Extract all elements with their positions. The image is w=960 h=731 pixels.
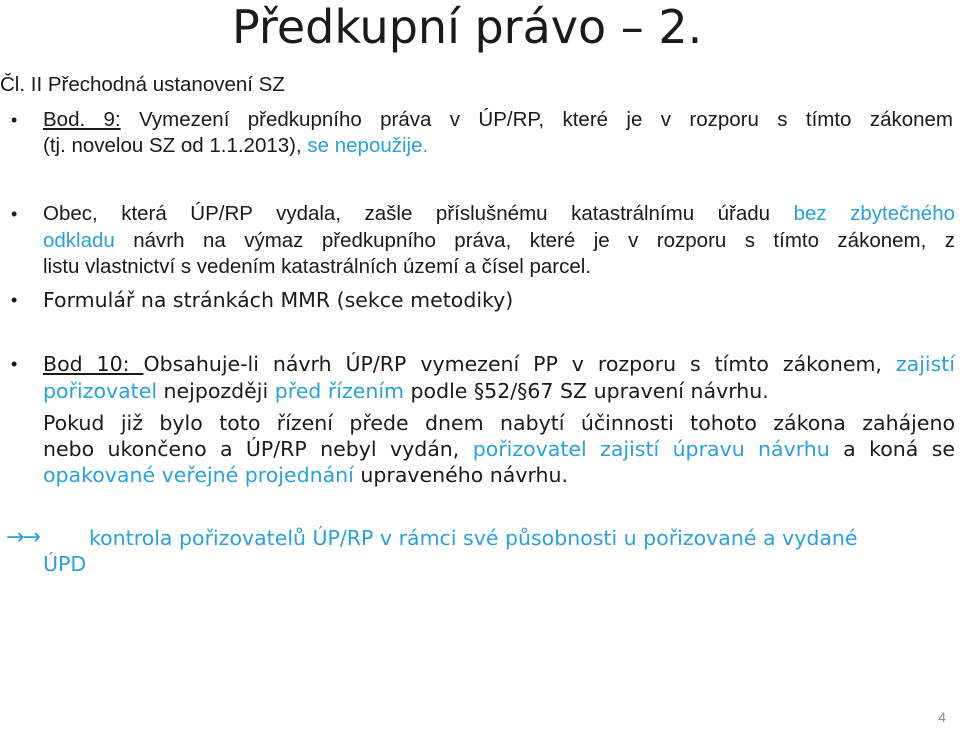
bullet-dot: • xyxy=(11,354,18,374)
conclusion-line-2: ÚPD xyxy=(43,552,87,576)
double-arrow-icon: →→ xyxy=(6,525,39,550)
obec-blue-2: odkladu xyxy=(43,229,115,252)
bod-9-text-2: (tj. novelou SZ od 1.1.2013), xyxy=(43,134,308,157)
bod-9-line-2 xyxy=(43,133,428,159)
pokud-text-3: upraveného návrhu. xyxy=(353,463,569,487)
bullet-dot: • xyxy=(11,290,18,310)
section-heading: Čl. II Přechodná ustanovení SZ xyxy=(0,73,285,96)
bod-10-text-2b: podle §52/§67 SZ upravení návrhu. xyxy=(404,379,769,403)
formular-text: Formulář na stránkách MMR (sekce metodiky) xyxy=(43,288,514,312)
bod-10-line-2 xyxy=(43,378,769,404)
obec-line-3: listu vlastnictví s vedením katastrálních území a čísel parcel. xyxy=(43,255,592,278)
pokud-line-2 xyxy=(43,436,955,462)
slide-title: Předkupní právo – 2. xyxy=(232,0,703,54)
bod-10-blue-2a: pořizovatel xyxy=(43,379,158,403)
page-number: 4 xyxy=(938,709,946,725)
pokud-blue-3: opakované veřejné projednání xyxy=(43,463,354,487)
bod-10-blue-2b: před řízením xyxy=(274,379,404,403)
bullet-dot: • xyxy=(11,110,18,130)
bullet-dot: • xyxy=(11,204,18,224)
pokud-text-2b: a koná se xyxy=(829,437,955,461)
obec-text-1: Obec, která ÚP/RP vydala, zašle příslušnému katastrálnímu úřadu xyxy=(43,202,794,225)
conclusion-line-1: kontrola pořizovatelů ÚP/RP v rámci své působnosti u pořizované a vydané xyxy=(89,526,858,550)
bod-9-line-1 xyxy=(43,107,953,133)
obec-line-2 xyxy=(43,228,955,254)
obec-text-2: návrh na výmaz předkupního práva, které je v rozporu s tímto zákonem, z xyxy=(114,229,955,252)
pokud-blue-2: pořizovatel zajistí úpravu návrhu xyxy=(472,437,830,461)
bod-10-text-1: Obsahuje-li návrh ÚP/RP vymezení PP v rozporu s tímto zákonem, xyxy=(143,352,896,376)
obec-blue-1: bez zbytečného xyxy=(793,202,955,225)
bod-9-label: Bod. 9: xyxy=(43,108,121,131)
bod-10-blue-1: zajistí xyxy=(895,352,956,376)
bod-9-text: Vymezení předkupního práva v ÚP/RP, které je v rozporu s tímto zákonem xyxy=(120,108,953,131)
bod-10-text-2a: nejpozději xyxy=(157,379,275,403)
obec-line-1 xyxy=(43,201,955,227)
bod-9-blue: se nepoužije. xyxy=(307,134,429,157)
pokud-text-2a: nebo ukončeno a ÚP/RP nebyl vydán, xyxy=(43,437,473,461)
bod-10-line-1 xyxy=(43,351,955,377)
pokud-line-3 xyxy=(43,462,568,488)
bod-10-label: Bod 10: xyxy=(43,352,144,376)
pokud-line-1: Pokud již bylo toto řízení přede dnem nabytí účinnosti tohoto zákona zahájeno xyxy=(43,411,955,435)
